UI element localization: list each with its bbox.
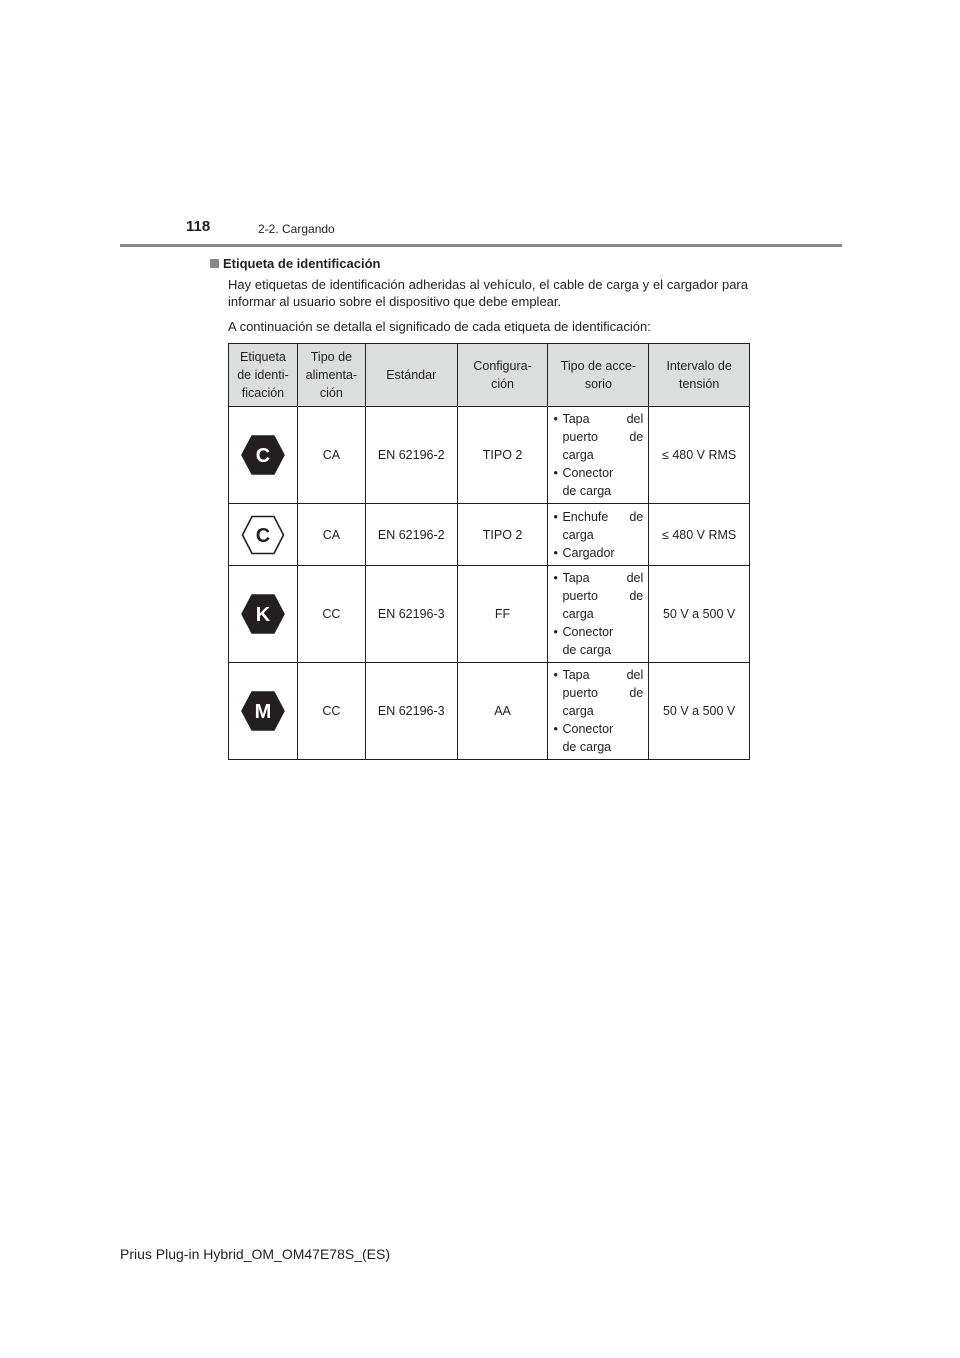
table-row — [229, 504, 750, 566]
header-accessory-type: Tipo de acce- sorio — [548, 344, 649, 407]
standard-cell: EN 62196-3 — [365, 663, 457, 760]
config-cell: TIPO 2 — [457, 407, 548, 504]
voltage-cell: ≤ 480 V RMS — [649, 504, 750, 566]
page-number: 118 — [186, 218, 211, 235]
header-supply-type: Tipo de alimenta- ción — [297, 344, 365, 407]
hexagon-label-icon — [241, 435, 285, 475]
table-row — [229, 407, 750, 504]
config-cell: FF — [457, 566, 548, 663]
supply-cell: CC — [297, 663, 365, 760]
square-bullet-icon — [210, 259, 219, 268]
section-reference: 2-2. Cargando — [258, 222, 335, 236]
accessory-item: • Tapa del puerto de carga — [553, 410, 643, 464]
header-rule — [120, 244, 842, 247]
label-cell — [229, 407, 298, 504]
hexagon-label-icon — [241, 594, 285, 634]
standard-cell: EN 62196-2 — [365, 504, 457, 566]
accessory-cell — [548, 566, 649, 663]
table-intro-paragraph: A continuación se detalla el significado de cada etiqueta de identificación: — [228, 319, 651, 334]
heading-text: Etiqueta de identificación — [223, 256, 381, 271]
section-heading — [210, 256, 380, 271]
config-cell: TIPO 2 — [457, 504, 548, 566]
voltage-cell: 50 V a 500 V — [649, 663, 750, 760]
accessory-item: • Conector de carga — [553, 464, 643, 500]
document-footer: Prius Plug-in Hybrid_OM_OM47E78S_(ES) — [120, 1246, 390, 1262]
accessory-item: • Cargador — [553, 544, 643, 562]
voltage-cell: ≤ 480 V RMS — [649, 407, 750, 504]
hexagon-label-icon — [241, 691, 285, 731]
intro-paragraph: Hay etiquetas de identificación adheridas al vehículo, el cable de carga y el cargador para informar al usuario sobre el dispositivo que debe emplear. — [228, 277, 748, 309]
accessory-item: • Tapa del puerto de carga — [553, 569, 643, 623]
accessory-item: • Enchufe de carga — [553, 508, 643, 544]
table-row — [229, 566, 750, 663]
header-configuration: Configura- ción — [457, 344, 548, 407]
svg-text:K: K — [255, 604, 271, 626]
supply-cell: CA — [297, 407, 365, 504]
label-cell — [229, 566, 298, 663]
accessory-item: • Conector de carga — [553, 623, 643, 659]
identification-label-table — [228, 343, 750, 760]
accessory-item: • Conector de carga — [553, 720, 643, 756]
label-cell — [229, 663, 298, 760]
standard-cell: EN 62196-3 — [365, 566, 457, 663]
header-voltage-range: Intervalo de tensión — [649, 344, 750, 407]
accessory-cell — [548, 407, 649, 504]
header-standard: Estándar — [365, 344, 457, 407]
supply-cell: CC — [297, 566, 365, 663]
supply-cell: CA — [297, 504, 365, 566]
svg-text:C: C — [255, 445, 271, 467]
table-header-row — [229, 344, 750, 407]
hexagon-outline-label-icon — [241, 515, 285, 555]
accessory-cell — [548, 663, 649, 760]
svg-text:C: C — [255, 524, 271, 547]
standard-cell: EN 62196-2 — [365, 407, 457, 504]
config-cell: AA — [457, 663, 548, 760]
voltage-cell: 50 V a 500 V — [649, 566, 750, 663]
accessory-item: • Tapa del puerto de carga — [553, 666, 643, 720]
accessory-cell — [548, 504, 649, 566]
table-row — [229, 663, 750, 760]
label-cell — [229, 504, 298, 566]
svg-text:M: M — [254, 701, 272, 723]
header-label: Etiqueta de identi- ficación — [229, 344, 298, 407]
